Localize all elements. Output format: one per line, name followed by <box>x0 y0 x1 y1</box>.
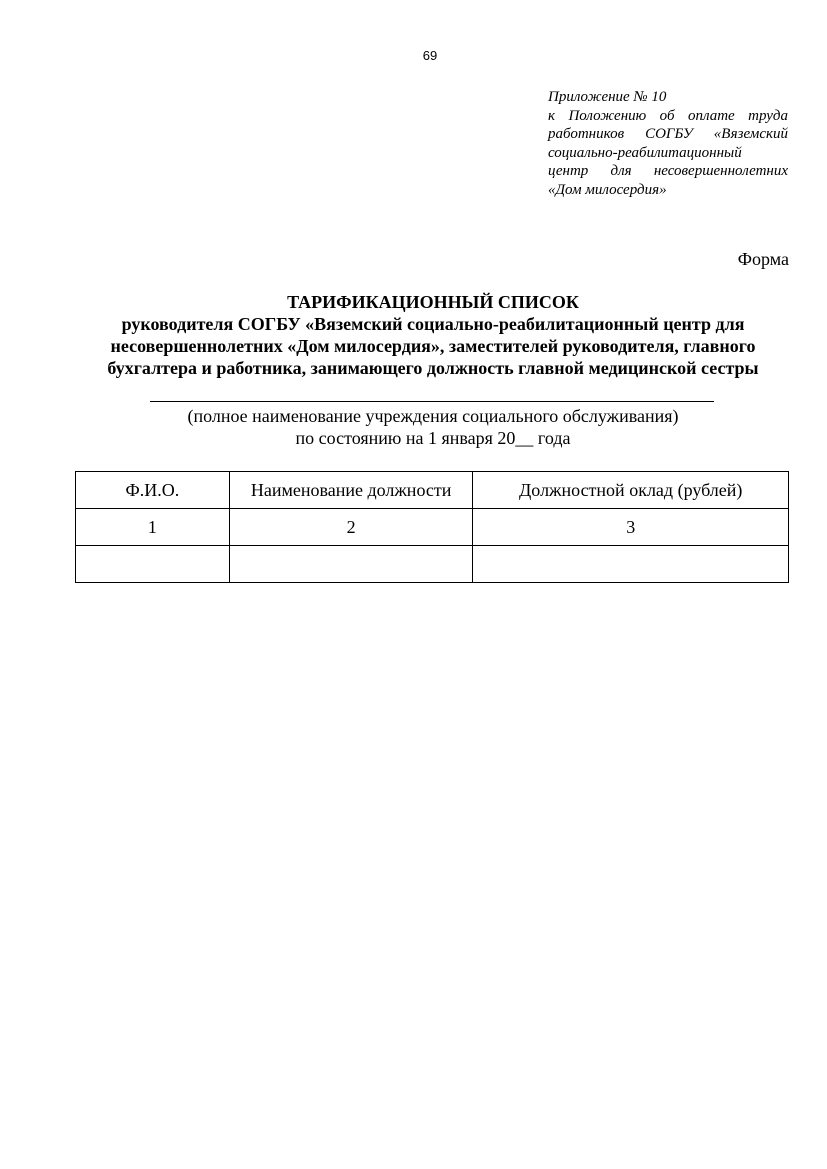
appendix-line: работников СОГБУ «Вяземский <box>548 126 788 142</box>
table-header-row <box>76 472 789 509</box>
column-number: 1 <box>76 509 230 546</box>
appendix-line: центр для несовершеннолетних <box>548 163 788 179</box>
column-number: 2 <box>229 509 473 546</box>
title-line: бухгалтера и работника, занимающего должность главной медицинской сестры <box>107 358 759 378</box>
header-fio: Ф.И.О. <box>76 472 230 509</box>
table-cell[interactable] <box>76 546 230 583</box>
table-numbering-row <box>76 509 789 546</box>
header-salary: Должностной оклад (рублей) <box>473 472 789 509</box>
title-line: руководителя СОГБУ «Вяземский социально-реабилитационный центр для <box>121 314 745 334</box>
header-position: Наименование должности <box>229 472 473 509</box>
column-number: 3 <box>473 509 789 546</box>
forma-label: Форма <box>737 249 789 269</box>
title-main: ТАРИФИКАЦИОННЫЙ СПИСОК <box>287 292 579 312</box>
date-line: по состоянию на 1 января 20__ года <box>295 428 571 448</box>
appendix-line: социально-реабилитационный <box>548 144 742 161</box>
document-title <box>70 291 796 379</box>
page-number: 69 <box>422 48 438 63</box>
institution-name-hint: (полное наименование учреждения социального обслуживания) <box>187 406 679 426</box>
appendix-line: «Дом милосердия» <box>548 181 667 198</box>
institution-name-field[interactable] <box>150 401 714 402</box>
appendix-line: к Положению об оплате труда <box>548 107 788 124</box>
subtitle-block <box>70 405 796 449</box>
appendix-note <box>548 88 788 199</box>
tariff-table <box>75 471 789 583</box>
table-row <box>76 546 789 583</box>
table-cell[interactable] <box>473 546 789 583</box>
appendix-line: Приложение № 10 <box>548 89 667 105</box>
table-cell[interactable] <box>229 546 473 583</box>
title-line: несовершеннолетних «Дом милосердия», заместителей руководителя, главного <box>110 336 756 356</box>
